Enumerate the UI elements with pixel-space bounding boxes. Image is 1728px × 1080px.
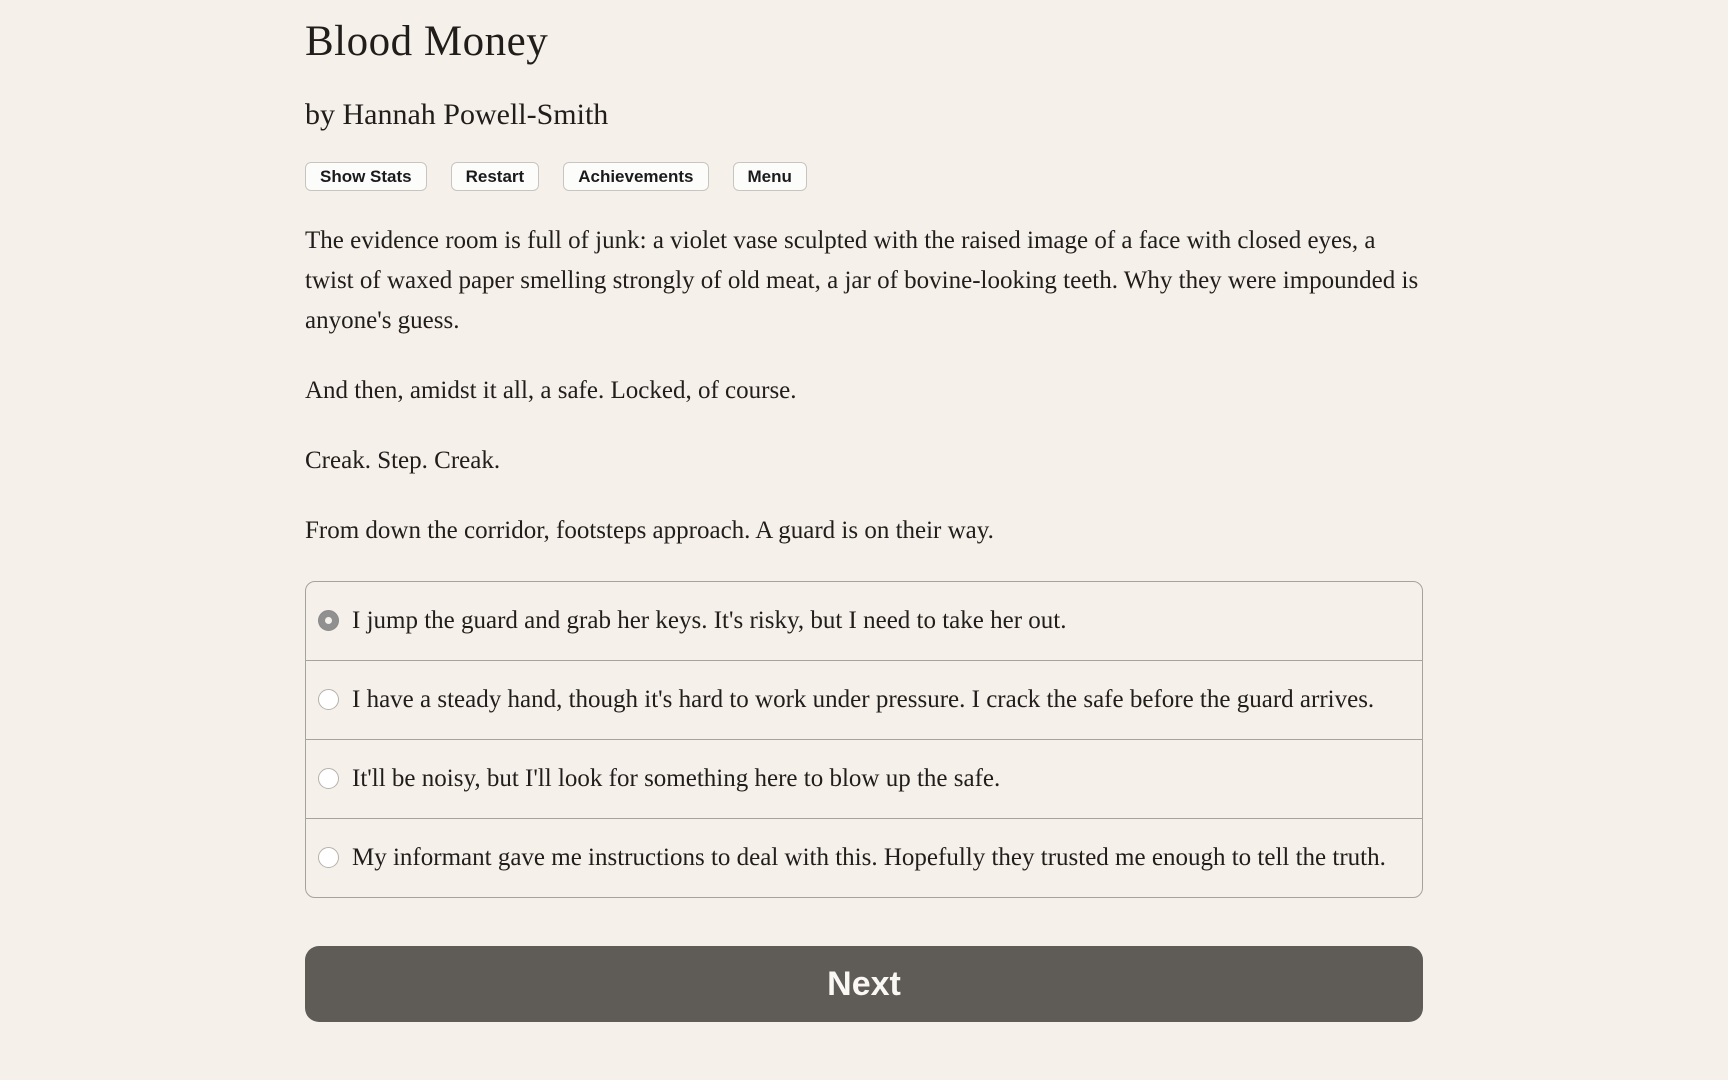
story-paragraph: The evidence room is full of junk: a violet vase sculpted with the raised image of a face with closed eyes, a twist of waxed paper smelling strongly of old meat, a jar of bovine-looking teeth. Why they were impounded is anyone's guess. [305,227,1419,334]
radio-button[interactable] [318,689,339,710]
choice-label: It'll be noisy, but I'll look for something here to blow up the safe. [352,765,1001,792]
page-title: Blood Money [305,18,549,65]
radio-button[interactable] [318,610,339,631]
toolbar [305,162,1423,191]
restart-button[interactable]: Restart [451,162,540,191]
choice-option-3[interactable] [306,739,1422,818]
choice-option-4[interactable] [306,818,1422,897]
choice-label: My informant gave me instructions to deal with this. Hopefully they trusted me enough to tell the truth. [352,844,1386,871]
choice-label: I jump the guard and grab her keys. It's risky, but I need to take her out. [352,607,1067,634]
author-byline: by Hannah Powell-Smith [305,98,609,131]
game-page [305,0,1423,1022]
story-paragraph: And then, amidst it all, a safe. Locked, of course. [305,377,797,404]
radio-button[interactable] [318,847,339,868]
choice-option-1[interactable] [306,582,1422,660]
radio-button[interactable] [318,768,339,789]
choice-group [305,581,1423,898]
menu-button[interactable]: Menu [733,162,807,191]
achievements-button[interactable]: Achievements [563,162,708,191]
show-stats-button[interactable]: Show Stats [305,162,427,191]
story-paragraph: Creak. Step. Creak. [305,447,501,474]
choice-option-2[interactable] [306,660,1422,739]
next-button[interactable]: Next [305,946,1423,1022]
choice-label: I have a steady hand, though it's hard to work under pressure. I crack the safe before the guard arrives. [352,686,1375,713]
story-text [305,221,1423,551]
story-paragraph: From down the corridor, footsteps approach. A guard is on their way. [305,517,994,544]
